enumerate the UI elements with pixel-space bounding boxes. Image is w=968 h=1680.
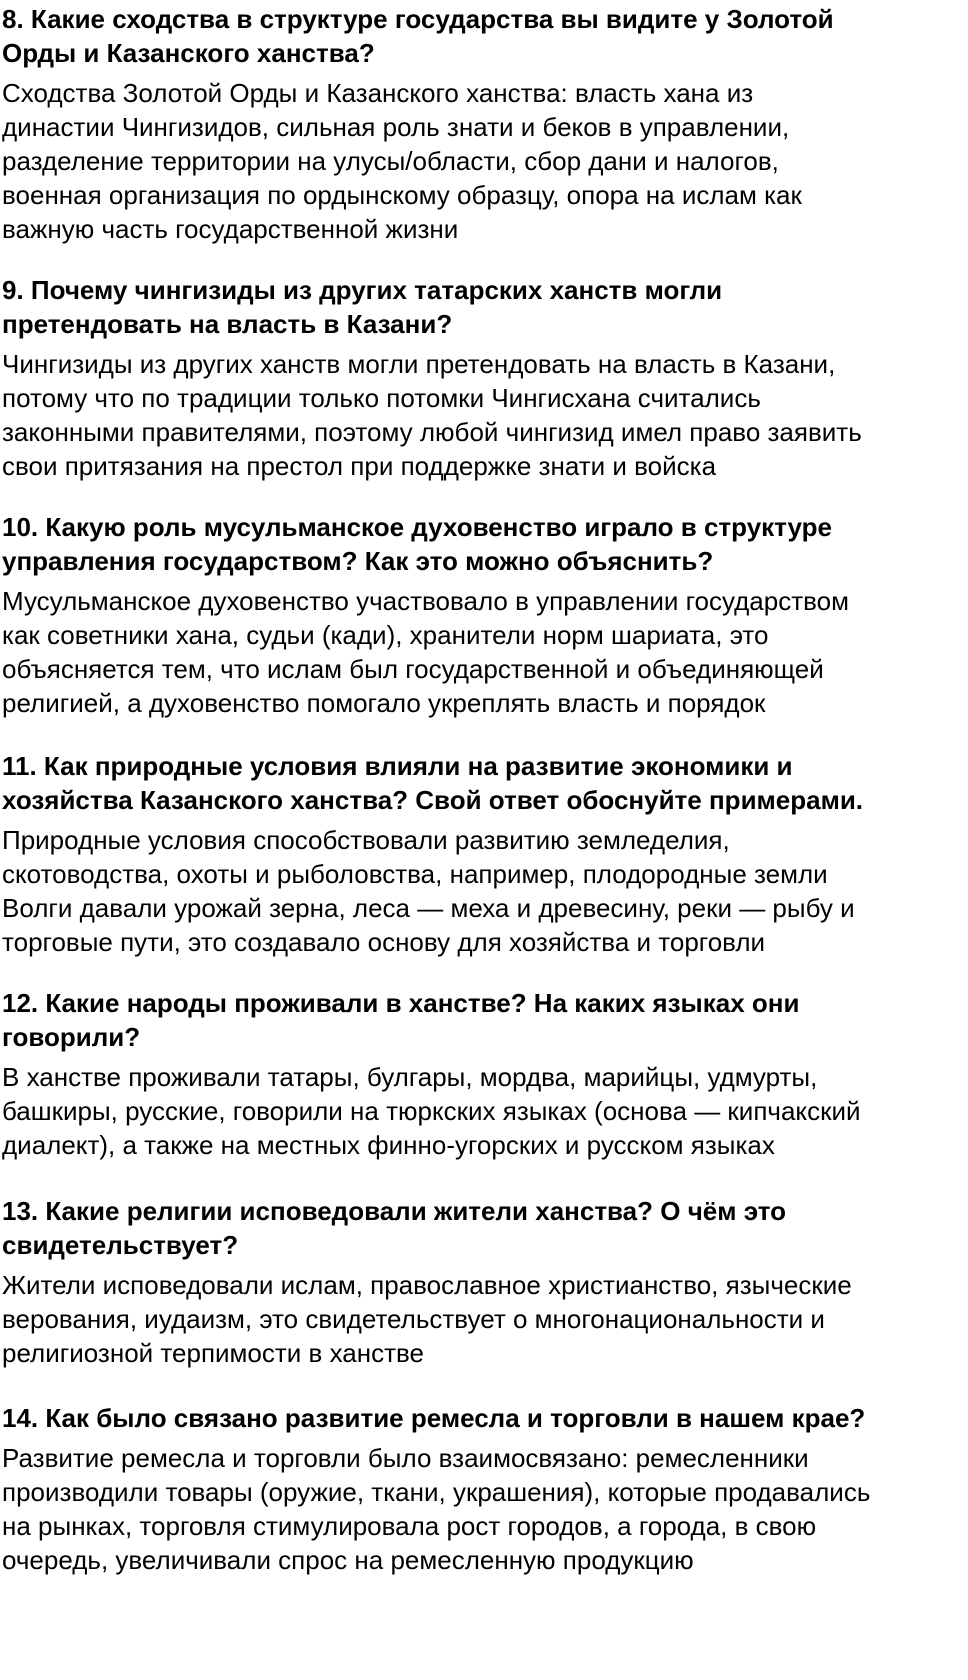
qa-item-11 bbox=[2, 749, 863, 959]
qa-item-10 bbox=[2, 510, 849, 720]
qa-item-14 bbox=[2, 1401, 870, 1577]
qa-item-13 bbox=[2, 1194, 852, 1370]
question-11: 11. Как природные условия влияли на развитие экономики и хозяйства Казанского ханства? Свой ответ обоснуйте примерами. bbox=[2, 751, 864, 815]
qa-item-12 bbox=[2, 986, 861, 1162]
qa-item-9 bbox=[2, 273, 862, 483]
answer-12: В ханстве проживали татары, булгары, мордва, марийцы, удмурты, башкиры, русские, говорили на тюркских языках (основа — кипчакский диалект), а также на местных финно-угорских и русском языках bbox=[2, 1062, 861, 1160]
answer-9: Чингизиды из других ханств могли претендовать на власть в Казани, потому что по традиции только потомки Чингисхана считались законными правителями, поэтому любой чингизид имел право заявить свои притязания на престол при поддержке знати и войска bbox=[2, 349, 862, 481]
answer-14: Развитие ремесла и торговли было взаимосвязано: ремесленники производили товары (оружие, ткани, украшения), которые продавались на рынках, торговля стимулировала рост городов, а города, в свою очередь, увеличивали спрос на ремесленную продукцию bbox=[2, 1443, 871, 1575]
question-9: 9. Почему чингизиды из других татарских ханств могли претендовать на власть в Казани? bbox=[2, 275, 723, 339]
question-14: 14. Как было связано развитие ремесла и торговли в нашем крае? bbox=[2, 1403, 866, 1433]
answer-13: Жители исповедовали ислам, православное христианство, языческие верования, иудаизм, это свидетельствует о многонациональности и религиозной терпимости в ханстве bbox=[2, 1270, 852, 1368]
question-13: 13. Какие религии исповедовали жители ханства? О чём это свидетельствует? bbox=[2, 1196, 786, 1260]
question-10: 10. Какую роль мусульманское духовенство играло в структуре управления государством? Как это можно объяснить? bbox=[2, 512, 833, 576]
answer-10: Мусульманское духовенство участвовало в управлении государством как советники хана, судьи (кади), хранители норм шариата, это объясняется тем, что ислам был государственной и объединяющей религией, а духовенство помогало укреплять власть и порядок bbox=[2, 586, 849, 718]
answer-8: Сходства Золотой Орды и Казанского ханства: власть хана из династии Чингизидов, сильная роль знати и беков в управлении, разделение территории на улусы/области, сбор дани и налогов, военная организация по ордынскому образцу, опора на ислам как важную часть государственной жизни bbox=[2, 78, 802, 244]
answer-11: Природные условия способствовали развитию земледелия, скотоводства, охоты и рыболовства, например, плодородные земли Волги давали урожай зерна, леса — меха и древесину, реки — рыбу и торговые пути, это создавало основу для хозяйства и торговли bbox=[2, 825, 855, 957]
question-8: 8. Какие сходства в структуре государства вы видите у Золотой Орды и Казанского ханства? bbox=[2, 4, 834, 68]
question-12: 12. Какие народы проживали в ханстве? На каких языках они говорили? bbox=[2, 988, 800, 1052]
qa-item-8 bbox=[2, 2, 834, 246]
